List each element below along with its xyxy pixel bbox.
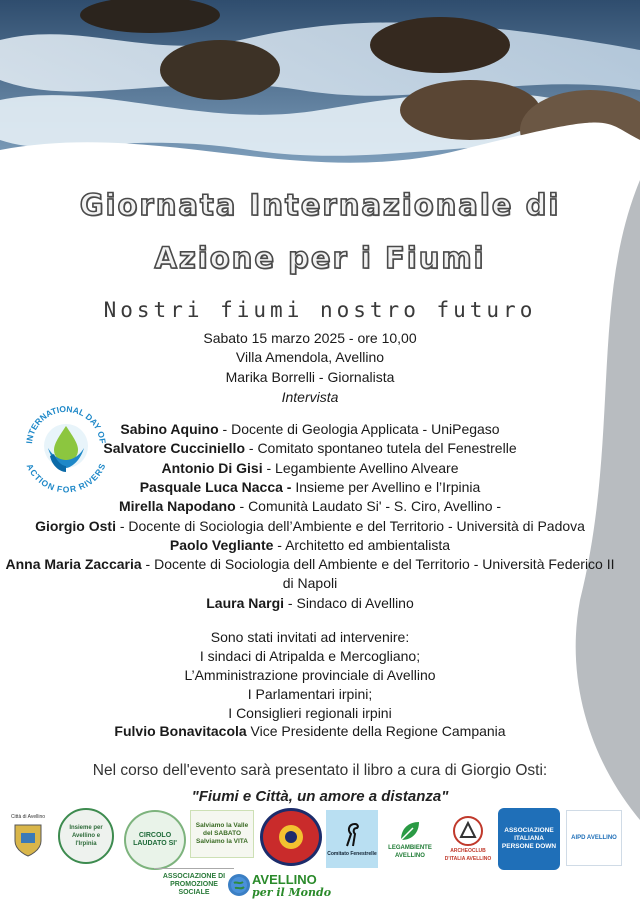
speaker-name: Anna Maria Zaccaria [5,556,142,572]
aps-label: ASSOCIAZIONE DI PROMOZIONE SOCIALE [162,872,226,896]
comune-avellino-label: Città di Avellino [10,814,46,820]
speaker-line [0,574,620,592]
event-moderator: Marika Borrelli - Giornalista [225,369,395,385]
book-title: "Fiumi e Città, un amore a distanza" [191,788,449,805]
speaker-line [0,420,620,438]
speaker-line [0,555,620,573]
speaker-role: Insieme per Avellino e l’Irpinia [291,479,481,495]
leaf-icon [397,818,423,844]
speaker-line [0,594,620,612]
speaker-role: - Comunità Laudato Si' - S. Ciro, Avellino - [235,498,502,514]
title-line-2: Azione per i Fiumi [154,241,486,275]
speaker-role: - Docente di Sociologia dell’Ambiente e del Territorio - Università di Padova [115,518,585,534]
interview-label: Intervista [281,389,339,405]
legambiente-label: LEGAMBIENTE AVELLINO [388,845,432,859]
subtitle: Nostri fiumi nostro futuro [103,298,537,322]
speaker-name: Sabino Aquino [120,421,219,437]
invited-line: I sindaci di Atripalda e Mercogliano; [199,648,421,664]
aipd-logo [498,808,560,870]
speaker-line [0,536,620,554]
speaker-role: di Napoli [282,575,338,591]
speaker-role: - Legambiente Avellino Alveare [262,460,459,476]
heron-icon [337,820,367,850]
speaker-role: - Comitato spontaneo tutela del Fenestrelle [245,440,517,456]
book-intro: Nel corso dell'evento sarà presentato il libro a cura di Giorgio Osti: [92,762,548,779]
avellino-mondo-title: AVELLINO [252,872,317,887]
speaker-name: Pasquale Luca Nacca - [139,479,292,495]
circle-emblem-logo [260,808,322,866]
speaker-name: Paolo Vegliante [169,537,274,553]
laudato-label: CIRCOLO LAUDATO SI' [133,832,177,847]
aipd-avellino-logo [566,810,622,866]
avellino-mondo-subtitle: per il Mondo [252,886,332,899]
speaker-name: Laura Nargi [206,595,285,611]
salviamo-label: Salviamo la Valle del SABATO Salviamo la VITA [195,822,249,845]
invited-line: L’Amministrazione provinciale di Avellino [184,667,436,683]
archeoclub-label: ARCHEOCLUB D'ITALIA AVELLINO [444,848,492,862]
avellino-mondo-logo [252,868,336,902]
salviamo-logo [190,810,254,858]
aipd-small-label: AIPD AVELLINO [571,835,617,841]
archeoclub-logo [442,810,494,868]
insieme-label: Insieme per Avellino e l'Irpinia [69,825,103,847]
iday-logo-bottom-text: ACTION FOR RIVERS [24,462,108,494]
comitato-label: Comitato Fenestrelle [327,851,377,857]
guest-name: Fulvio Bonavitacola [114,723,247,739]
comitato-fenestrelle-logo [326,810,378,868]
title-line-1: Giornata Internazionale di [79,188,561,222]
speaker-line [0,478,620,496]
speaker-name: Mirella Napodano [118,498,236,514]
speaker-role: - Architetto ed ambientalista [273,537,451,553]
comune-avellino-logo [8,808,48,862]
invited-guest [0,722,620,740]
speaker-role: - Sindaco di Avellino [284,595,414,611]
speaker-role: - Docente di Sociologia dell Ambiente e del Territorio - Università Federico II [141,556,615,572]
laudato-si-logo [124,810,186,870]
speaker-role: - Docente di Geologia Applicata - UniPegaso [218,421,500,437]
crest-icon [13,821,43,857]
speaker-line [0,497,620,515]
speaker-line [0,517,620,535]
aipd-label: ASSOCIAZIONE ITALIANA PERSONE DOWN [501,827,557,850]
invited-line: I Consiglieri regionali irpini [228,705,392,721]
invited-line: I Parlamentari irpini; [247,686,373,702]
speaker-name: Giorgio Osti [35,518,116,534]
insieme-logo [58,808,114,864]
speaker-line [0,459,620,477]
aps-logo [154,868,234,900]
speaker-line [0,439,620,457]
globe-icon [228,874,250,896]
invited-intro: Sono stati invitati ad intervenire: [210,629,410,645]
sponsor-logos [0,806,640,902]
guest-role: Vice Presidente della Regione Campania [246,723,506,739]
speaker-name: Antonio Di Gisi [161,460,263,476]
archeoclub-icon [452,815,484,847]
legambiente-logo [382,812,438,866]
event-place: Villa Amendola, Avellino [235,349,385,365]
speaker-name: Salvatore Cucciniello [103,440,245,456]
emblem-icon [276,822,306,852]
event-date: Sabato 15 marzo 2025 - ore 10,00 [203,330,417,346]
iday-logo-top-text: INTERNATIONAL DAY OF [24,403,108,445]
header-river-photo [0,0,640,200]
